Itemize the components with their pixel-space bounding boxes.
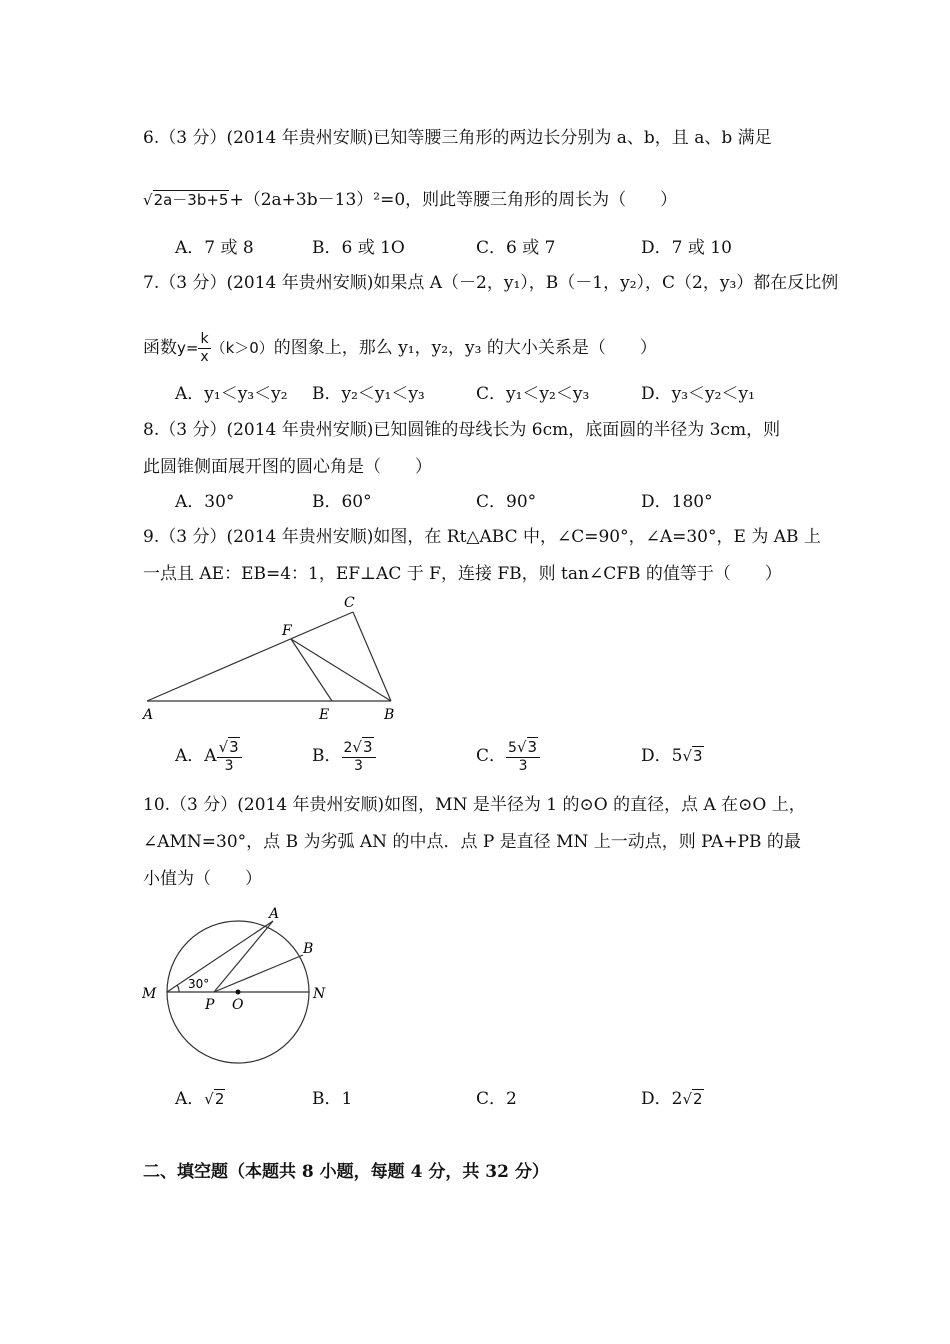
q10-label-a: A — [269, 906, 280, 922]
q10-segment-pb — [214, 955, 303, 992]
q8-option-c[interactable]: C．90° — [476, 492, 537, 512]
q8-option-a[interactable]: A．30° — [175, 492, 235, 512]
q8-option-b[interactable]: B．60° — [312, 492, 372, 512]
q10-option-d[interactable]: D．2√2 — [641, 1089, 703, 1109]
q7-stem-line2: 函数y= $\frac{k}{x}$ （k＞0）的图象上，那么 y₁，y₂，y₃ 的大小关系是（ ） — [143, 331, 657, 365]
q10-angle-arc — [177, 985, 179, 992]
q9-triangle-figure — [140, 592, 410, 724]
q10-label-p: P — [205, 997, 215, 1013]
q8-option-d[interactable]: D．180° — [641, 492, 713, 512]
q9-label-e: E — [319, 707, 330, 723]
q9-label-c: C — [344, 595, 355, 611]
q6-option-c[interactable]: C．6 或 7 — [476, 238, 556, 258]
q10-angle-label: 30° — [188, 977, 210, 991]
q10-option-a[interactable]: A．√2 — [175, 1089, 225, 1109]
q10-option-b[interactable]: B．1 — [312, 1089, 353, 1109]
q9-label-a: A — [143, 707, 154, 723]
q7-stem-line1: 7.（3 分）(2014 年贵州安顺)如果点 A（－2，y₁），B（－1，y₂），C（2，y₃）都在反比例 — [143, 273, 839, 293]
q10-stem-line2: ∠AMN=30°，点 B 为劣弧 AN 的中点．点 P 是直径 MN 上一动点，则 PA+PB 的最 — [143, 832, 801, 852]
q10-center-dot — [236, 990, 241, 995]
q8-stem-line2: 此圆锥侧面展开图的圆心角是（ ） — [143, 457, 432, 477]
q7-option-b[interactable]: B．y₂＜y₁＜y₃ — [312, 384, 425, 404]
q10-label-n: N — [313, 986, 326, 1002]
q10-segment-pa — [214, 921, 273, 992]
q9-label-b: B — [384, 707, 395, 723]
q7-option-a[interactable]: A．y₁＜y₃＜y₂ — [175, 384, 288, 404]
q9-segment-ac — [147, 612, 353, 701]
q8-stem-line1: 8.（3 分）(2014 年贵州安顺)已知圆锥的母线长为 6cm，底面圆的半径为 3cm，则 — [143, 420, 781, 440]
q7-option-d[interactable]: D．y₃＜y₂＜y₁ — [641, 384, 755, 404]
q10-circle-figure — [138, 902, 338, 1072]
q10-label-m: M — [142, 986, 157, 1002]
q9-option-a[interactable]: A．A $\frac{√3}{3}$ — [175, 734, 242, 778]
q9-segment-cb — [353, 612, 391, 701]
q10-label-b: B — [303, 941, 314, 957]
q9-label-f: F — [282, 623, 292, 639]
q10-label-o: O — [232, 997, 244, 1013]
q9-option-c[interactable]: C． $\frac{5√3}{3}$ — [476, 734, 540, 778]
q7-fraction: $\frac{k}{x}$ — [200, 331, 209, 365]
q9-segment-fb — [291, 639, 391, 701]
q9-stem-line1: 9.（3 分）(2014 年贵州安顺)如图，在 Rt△ABC 中，∠C=90°，∠A=30°，E 为 AB 上 — [143, 527, 821, 547]
q6-option-b[interactable]: B．6 或 1O — [312, 238, 405, 258]
q6-stem-line1: 6.（3 分）(2014 年贵州安顺)已知等腰三角形的两边长分别为 a、b，且 a、b 满足 — [143, 128, 772, 148]
q9-segment-fe — [291, 639, 332, 701]
q10-segment-ma — [167, 921, 273, 992]
q9-stem-line2: 一点且 AE：EB=4：1，EF⊥AC 于 F，连接 FB，则 tan∠CFB 的值等于（ ） — [143, 564, 782, 584]
q6-stem-line2: √2a－3b+5+（2a+3b－13）²=0，则此等腰三角形的周长为（ ） — [143, 190, 678, 210]
q6-option-d[interactable]: D．7 或 10 — [641, 238, 732, 258]
q6-sqrt: √2a－3b+5 — [143, 191, 229, 209]
q9-option-b[interactable]: B． $\frac{2√3}{3}$ — [312, 734, 376, 778]
q10-stem-line3: 小值为（ ） — [143, 869, 262, 889]
q7-option-c[interactable]: C．y₁＜y₂＜y₃ — [476, 384, 590, 404]
q9-option-d[interactable]: D．5√3 — [641, 746, 703, 766]
q10-option-c[interactable]: C．2 — [476, 1089, 517, 1109]
q6-option-a[interactable]: A．7 或 8 — [175, 238, 254, 258]
section-2-heading: 二、填空题（本题共 8 小题，每题 4 分，共 32 分） — [143, 1162, 549, 1182]
q10-stem-line1: 10.（3 分）(2014 年贵州安顺)如图，MN 是半径为 1 的⊙O 的直径，点 A 在⊙O 上， — [143, 795, 806, 815]
